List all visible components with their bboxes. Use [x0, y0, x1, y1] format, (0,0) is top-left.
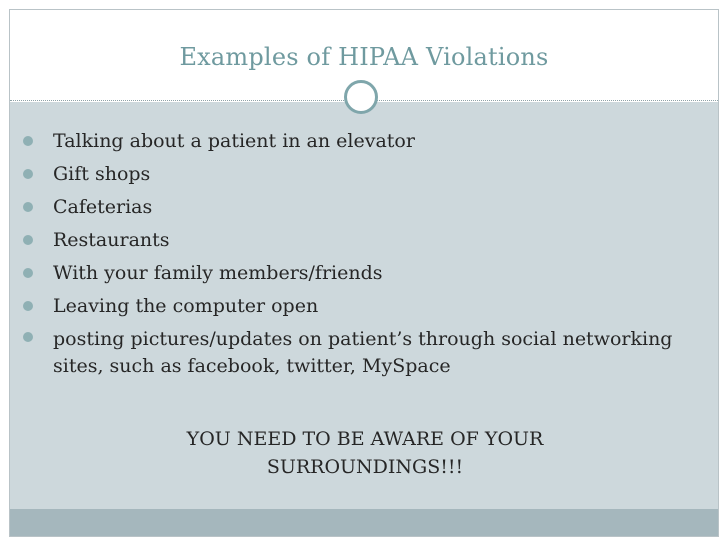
bullet-item — [20, 290, 700, 323]
bullet-item — [20, 224, 700, 257]
bullet-text: Talking about a patient in an elevator — [53, 130, 415, 152]
callout-line: SURROUNDINGS!!! — [266, 456, 464, 478]
bullet-text: Restaurants — [53, 229, 170, 251]
bullet-item — [20, 257, 700, 290]
bullet-icon — [23, 202, 33, 212]
bullet-text: Cafeterias — [53, 196, 153, 218]
bullet-item — [20, 323, 700, 380]
bullet-item — [20, 125, 700, 158]
footer-band — [10, 509, 718, 536]
bullet-list — [20, 125, 700, 380]
circle-ornament-icon — [344, 80, 378, 114]
bullet-text: With your family members/friends — [53, 262, 383, 284]
bullet-icon — [23, 301, 33, 311]
bullet-text: Leaving the computer open — [53, 295, 319, 317]
bullet-item — [20, 158, 700, 191]
slide-title: Examples of HIPAA Violations — [179, 43, 549, 71]
bullet-item — [20, 191, 700, 224]
bullet-text: Gift shops — [53, 163, 151, 185]
bullet-icon — [23, 332, 33, 342]
bullet-icon — [23, 235, 33, 245]
bullet-icon — [23, 169, 33, 179]
callout-line: YOU NEED TO BE AWARE OF YOUR — [186, 428, 544, 450]
bullet-icon — [23, 268, 33, 278]
bullet-icon — [23, 136, 33, 146]
callout-text — [100, 425, 630, 481]
bullet-text: posting pictures/updates on patient’s through social networking sites, such as facebook, twitter, MySpace — [53, 328, 673, 377]
